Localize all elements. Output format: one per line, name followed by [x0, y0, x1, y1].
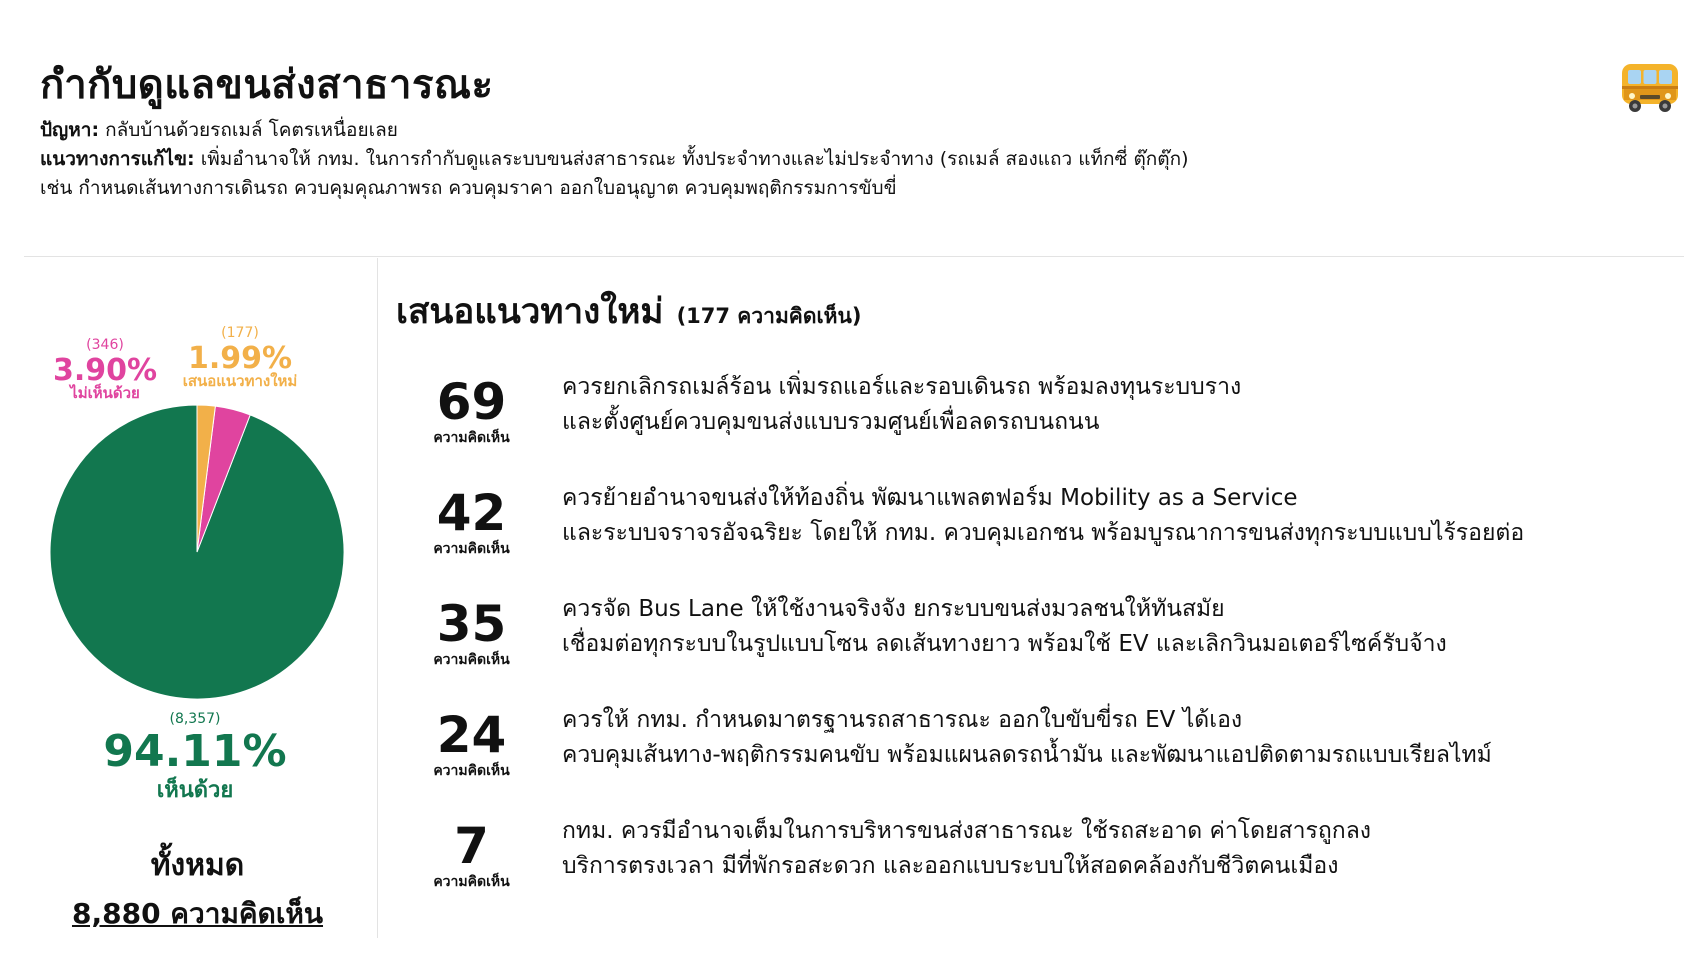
proposal-item — [414, 814, 1684, 925]
new-idea-name: เสนอแนวทางใหม่ — [182, 372, 298, 390]
proposals-title: เสนอแนวทางใหม่ — [396, 292, 664, 332]
new-idea-count: (177) — [221, 325, 259, 341]
page-title: กำกับดูแลขนส่งสาธารณะ — [40, 62, 494, 108]
proposal-line-1: กทม. ควรมีอำนาจเต็มในการบริหารขนส่งสาธารณะ ใช้รถสะอาด ค่าโดยสารถูกลง — [562, 818, 1372, 844]
proposal-count-number: 7 — [454, 817, 489, 875]
disagree-label — [40, 338, 170, 401]
proposal-count-number: 42 — [436, 484, 507, 542]
proposal-text — [562, 481, 1524, 551]
proposal-line-1: ควรให้ กทม. กำหนดมาตรฐานรถสาธารณะ ออกใบขับขี่รถ EV ได้เอง — [562, 707, 1243, 733]
proposal-text — [562, 703, 1492, 773]
new-idea-label — [170, 326, 310, 389]
solution-label: แนวทางการแก้ไข: — [40, 148, 195, 170]
total-label: ทั้งหมด — [150, 848, 245, 883]
agree-percent: 94.11% — [103, 726, 287, 777]
agree-count: (8,357) — [169, 711, 221, 727]
proposal-line-2: และตั้งศูนย์ควบคุมขนส่งแบบรวมศูนย์เพื่อลดรถบนถนน — [562, 409, 1100, 435]
horizontal-divider — [24, 256, 1684, 257]
proposal-line-2: เชื่อมต่อทุกระบบในรูปแบบโซน ลดเส้นทางยาว พร้อมใช้ EV และเลิกวินมอเตอร์ไซค์รับจ้าง — [562, 631, 1447, 657]
proposal-count — [414, 373, 529, 446]
proposal-count-unit: ความคิดเห็น — [433, 541, 510, 557]
problem-label: ปัญหา: — [40, 119, 100, 141]
agree-name: เห็นด้วย — [156, 778, 234, 803]
agree-label — [90, 712, 300, 802]
vertical-divider — [377, 258, 378, 938]
proposal-line-2: และระบบจราจรอัจฉริยะ โดยให้ กทม. ควบคุมเอกชน พร้อมบูรณาการขนส่งทุกระบบแบบไร้รอยต่อ — [562, 520, 1525, 546]
proposal-text — [562, 592, 1447, 662]
problem-row — [40, 116, 1189, 145]
proposal-count-unit: ความคิดเห็น — [433, 430, 510, 446]
new-idea-percent: 1.99% — [187, 341, 293, 376]
proposal-line-1: ควรย้ายอำนาจขนส่งให้ท้องถิ่น พัฒนาแพลตฟอร์ม Mobility as a Service — [562, 485, 1298, 511]
solution-row — [40, 145, 1189, 174]
proposal-line-2: ควบคุมเส้นทาง-พฤติกรรมคนขับ พร้อมแผนลดรถน้ำมัน และพัฒนาแอปติดตามรถแบบเรียลไทม์ — [562, 742, 1492, 768]
proposal-count — [414, 706, 529, 779]
bus-icon — [1618, 58, 1682, 118]
proposal-count-unit: ความคิดเห็น — [433, 763, 510, 779]
proposal-line-1: ควรจัด Bus Lane ให้ใช้งานจริงจัง ยกระบบขนส่งมวลชนให้ทันสมัย — [562, 596, 1225, 622]
proposal-item — [414, 481, 1684, 592]
proposal-line-2: บริการตรงเวลา มีที่พักรอสะดวก และออกแบบระบบให้สอดคล้องกับชีวิตคนเมือง — [562, 853, 1339, 879]
solution-text: เพิ่มอำนาจให้ กทม. ในการกำกับดูแลระบบขนส่งสาธารณะ ทั้งประจำทางและไม่ประจำทาง (รถเมล์ สองแถว แท็กซี่ ตุ๊กตุ๊ก) — [200, 148, 1189, 170]
proposals-heading — [396, 284, 861, 339]
disagree-name: ไม่เห็นด้วย — [70, 384, 140, 402]
proposal-line-1: ควรยกเลิกรถเมล์ร้อน เพิ่มรถแอร์และรอบเดินรถ พร้อมลงทุนระบบราง — [562, 374, 1242, 400]
proposal-count — [414, 484, 529, 557]
solution-row-2: เช่น กำหนดเส้นทางการเดินรถ ควบคุมคุณภาพรถ ควบคุมราคา ออกใบอนุญาต ควบคุมพฤติกรรมการขับขี่ — [40, 177, 897, 199]
proposal-count-unit: ความคิดเห็น — [433, 652, 510, 668]
proposal-count — [414, 817, 529, 890]
proposal-text — [562, 814, 1371, 884]
proposal-count-number: 69 — [436, 373, 507, 431]
proposals-list — [414, 370, 1684, 925]
problem-text: กลับบ้านด้วยรถเมล์ โคตรเหนื่อยเลย — [105, 119, 398, 141]
disagree-percent: 3.90% — [52, 353, 158, 388]
proposal-count-number: 35 — [436, 595, 507, 653]
proposal-count — [414, 595, 529, 668]
total-value: 8,880 ความคิดเห็น — [71, 897, 324, 930]
proposals-count: (177 ความคิดเห็น) — [676, 304, 862, 328]
proposal-item — [414, 370, 1684, 481]
proposal-count-number: 24 — [436, 706, 507, 764]
proposal-item — [414, 703, 1684, 814]
proposal-count-unit: ความคิดเห็น — [433, 874, 510, 890]
proposal-text — [562, 370, 1241, 440]
disagree-count: (346) — [86, 337, 124, 353]
description — [40, 116, 1189, 203]
proposal-item — [414, 592, 1684, 703]
